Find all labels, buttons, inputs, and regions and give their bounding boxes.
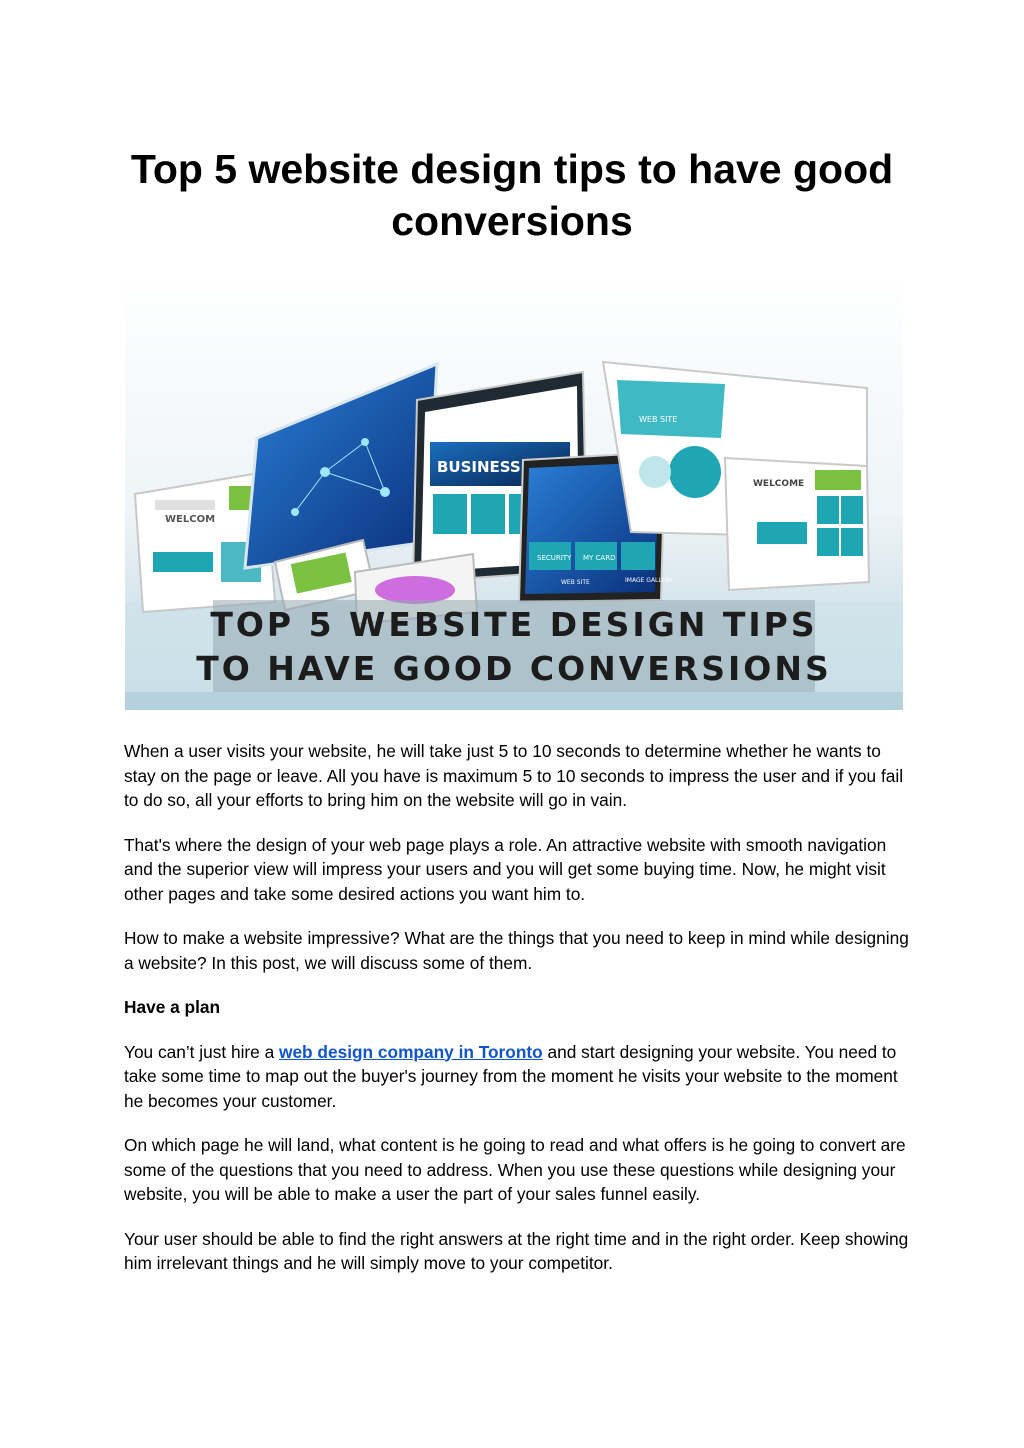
svg-text:WELCOM: WELCOM <box>165 514 216 525</box>
paragraph-questions: How to make a website impressive? What are the things that you need to keep in mind while designing a website? In this post, we will discuss some of them. <box>124 928 909 973</box>
far-right-screen <box>725 458 869 590</box>
paragraph-right-answers: Your user should be able to find the right answers at the right time and in the right order. Keep showing him irrelevant things and he will simply move to your competitor. <box>124 1228 909 1273</box>
svg-text:SECURITY: SECURITY <box>537 554 572 562</box>
svg-text:MY CARD: MY CARD <box>583 554 616 562</box>
paragraph-hire-company-start: You can’t just hire a <box>124 1041 279 1062</box>
paragraph-hire-company-end: and start designing your website. You need to take some time to map out the buyer's journey from the moment he visits your website to the moment he becomes your customer. <box>124 1041 898 1111</box>
svg-text:IMAGE GALLERY: IMAGE GALLERY <box>625 577 673 584</box>
page-title: Top 5 website design tips to have good conversions <box>130 146 894 244</box>
hero-caption-line-1: TOP 5 WEBSITE DESIGN TIPS <box>210 605 818 644</box>
web-design-company-link[interactable]: web design company in Toronto <box>279 1041 543 1062</box>
svg-text:BUSINESS: BUSINESS <box>437 458 521 476</box>
paragraph-landing-questions: On which page he will land, what content is he going to read and what offers is he going to convert are some of the questions that you need to address. When you use these questions while designing your website, you will be able to make a user the part of your sales funnel easily. <box>124 1135 906 1204</box>
paragraph-design-role: That's where the design of your web page plays a role. An attractive website with smooth navigation and the superior view will impress your users and you will get some buying time. Now, he might visit other pages and take some desired actions you want him to. <box>124 834 887 904</box>
svg-text:WEB SITE: WEB SITE <box>639 415 678 424</box>
article-body <box>124 739 914 1296</box>
svg-text:WEB SITE: WEB SITE <box>561 579 590 586</box>
section-heading-have-a-plan: Have a plan <box>124 997 221 1017</box>
svg-text:WELCOME: WELCOME <box>753 479 805 489</box>
hero-caption-line-2: TO HAVE GOOD CONVERSIONS <box>196 649 832 688</box>
hero-image <box>125 272 903 710</box>
paragraph-hire-company <box>124 1040 914 1114</box>
paragraph-intro: When a user visits your website, he will take just 5 to 10 seconds to determine whether he wants to stay on the page or leave. All you have is maximum 5 to 10 seconds to impress the user and if you fail to do so, all your efforts to bring him on the website will go in vain. <box>124 741 904 810</box>
